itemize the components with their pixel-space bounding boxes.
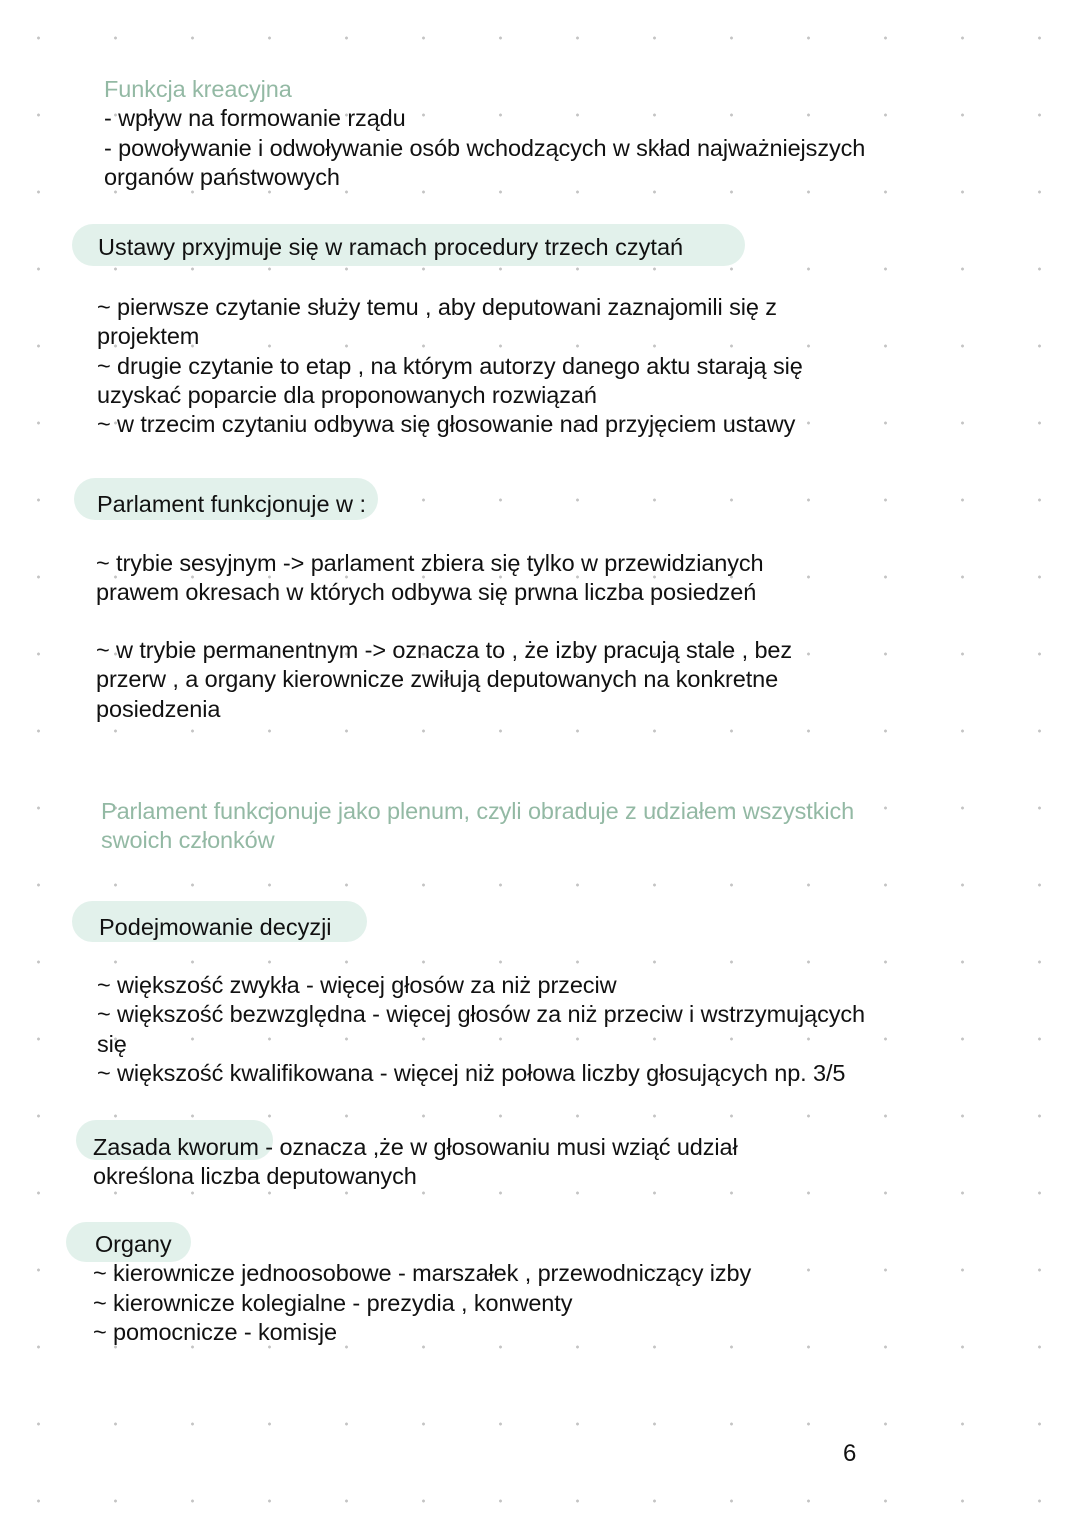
section-heading-ustawy: Ustawy prxyjmuje się w ramach procedury trzech czytań xyxy=(98,234,684,260)
note-line: swoich członków xyxy=(101,827,275,854)
list-item: ~ kierownicze jednoosobowe - marszałek , przewodniczący izby xyxy=(93,1260,752,1287)
section-funkcja-kreacyjna xyxy=(104,75,865,192)
note-line: Parlament funkcjonuje jako plenum, czyli obraduje z udziałem wszystkich xyxy=(101,798,855,824)
plenum-note xyxy=(101,797,854,856)
page-number: 6 xyxy=(843,1440,857,1467)
tryb-sesyjny xyxy=(96,549,764,608)
list-item: - wpływ na formowanie rządu xyxy=(104,105,406,132)
section-title: Funkcja kreacyjna xyxy=(104,76,292,102)
list-item-continuation: przerw , a organy kierownicze zwiłują deputowanych na konkretne xyxy=(96,666,779,693)
kworum-definition: - oznacza ,że w głosowaniu musi wziąć udział xyxy=(258,1134,738,1160)
list-item: ~ większość kwalifikowana - więcej niż połowa liczby głosujących np. 3/5 xyxy=(97,1059,846,1086)
kworum-term: Zasada kworum xyxy=(93,1134,259,1160)
list-item-continuation: posiedzenia xyxy=(96,695,221,722)
tryb-permanentny xyxy=(96,636,792,724)
list-item-continuation: się xyxy=(97,1030,127,1057)
list-item: ~ pomocnicze - komisje xyxy=(93,1318,337,1345)
list-item: ~ kierownicze kolegialne - prezydia , konwenty xyxy=(93,1289,573,1316)
list-item-continuation: organów państwowych xyxy=(104,163,340,190)
section-heading-tryby: Parlament funkcjonuje w : xyxy=(97,491,367,517)
list-item: - powoływanie i odwoływanie osób wchodzących w skład najważniejszych xyxy=(104,134,866,161)
list-item: ~ większość bezwzględna - więcej głosów za niż przeciw i wstrzymujących xyxy=(97,1001,866,1028)
section-heading-decyzje: Podejmowanie decyzji xyxy=(99,914,332,940)
list-item: ~ większość zwykła - więcej głosów za niż przeciw xyxy=(97,972,617,998)
list-item: ~ w trybie permanentnym -> oznacza to , że izby pracują stale , bez xyxy=(96,637,793,663)
list-item-continuation: projektem xyxy=(97,323,200,350)
list-item-continuation: prawem okresach w których odbywa się prwna liczba posiedzeń xyxy=(96,579,757,606)
section-heading-organy: Organy xyxy=(95,1231,172,1257)
list-item: ~ pierwsze czytanie służy temu , aby deputowani zaznajomili się z xyxy=(97,294,777,320)
list-item-continuation: uzyskać poparcie dla proponowanych rozwiązań xyxy=(97,381,597,408)
section-decyzje-list xyxy=(97,971,865,1088)
kworum-line xyxy=(93,1133,738,1162)
section-kworum xyxy=(93,1133,738,1192)
list-item: ~ trybie sesyjnym -> parlament zbiera się tylko w przewidzianych xyxy=(96,550,764,576)
section-organy xyxy=(95,1230,751,1347)
section-ustawy-list xyxy=(97,293,803,439)
kworum-continuation: określona liczba deputowanych xyxy=(93,1163,417,1190)
list-item: ~ drugie czytanie to etap , na którym autorzy danego aktu starają się xyxy=(97,352,803,379)
list-item: ~ w trzecim czytaniu odbywa się głosowanie nad przyjęciem ustawy xyxy=(97,411,796,438)
